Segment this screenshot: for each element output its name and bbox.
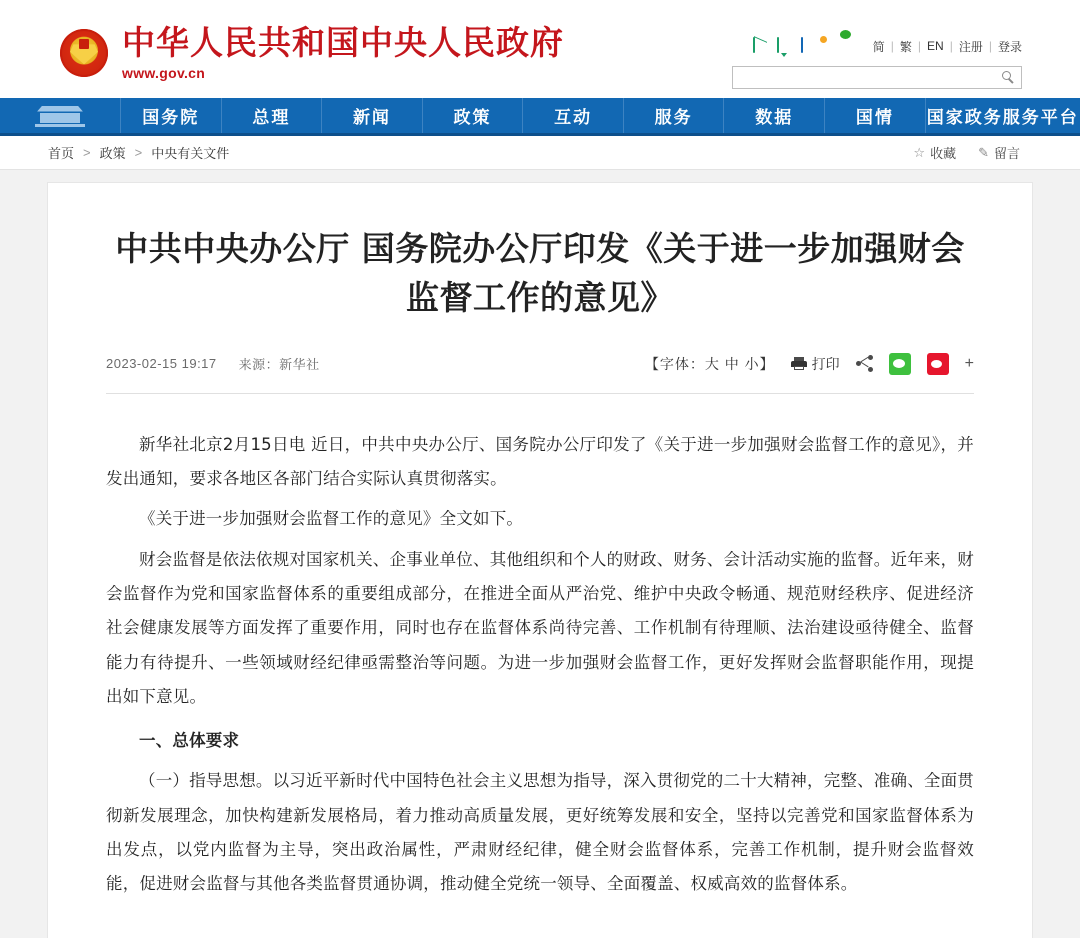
article-meta-left xyxy=(106,354,320,373)
main-navigation xyxy=(0,98,1080,136)
lang-simplified-link[interactable]: 简 xyxy=(872,39,885,54)
search-input[interactable] xyxy=(739,68,999,87)
mail-icon[interactable] xyxy=(753,38,771,54)
source-label: 来源： xyxy=(238,357,280,373)
article-meta-right xyxy=(645,353,974,375)
lang-traditional-link[interactable]: 繁 xyxy=(899,39,912,54)
site-domain: www.gov.cn xyxy=(122,64,206,81)
breadcrumb xyxy=(0,136,1080,170)
favorite-label: 收藏 xyxy=(930,146,957,161)
nav-item-national-conditions[interactable]: 国情 xyxy=(824,98,925,133)
publish-datetime: 2023-02-15 19:17 xyxy=(106,356,217,372)
logo-texts xyxy=(122,23,564,81)
search-box[interactable] xyxy=(732,66,1022,89)
lang-english-link[interactable]: EN xyxy=(927,39,944,53)
nav-item-home[interactable] xyxy=(0,98,120,133)
share-weibo-icon[interactable] xyxy=(927,353,949,375)
breadcrumb-separator: > xyxy=(134,145,143,160)
printer-icon xyxy=(791,357,807,370)
breadcrumb-separator: > xyxy=(83,145,91,160)
font-size-medium[interactable]: 中 xyxy=(724,355,740,372)
nav-item-interaction[interactable]: 互动 xyxy=(522,98,623,133)
login-link[interactable]: 登录 xyxy=(997,39,1022,54)
print-button[interactable] xyxy=(791,354,840,374)
breadcrumb-item-home[interactable]: 首页 xyxy=(48,146,75,161)
register-link[interactable]: 注册 xyxy=(958,39,983,54)
article-card xyxy=(47,182,1033,938)
nav-item-policy[interactable]: 政策 xyxy=(422,98,523,133)
message-button[interactable] xyxy=(978,143,1020,162)
link-separator: | xyxy=(949,39,953,53)
nav-item-service[interactable]: 服务 xyxy=(623,98,724,133)
font-size-label: 【字体： xyxy=(644,355,705,372)
font-size-label-end: 】 xyxy=(759,355,775,372)
nav-item-premier[interactable]: 总理 xyxy=(221,98,322,133)
nav-item-government-service-platform[interactable]: 国家政务服务平台 xyxy=(925,98,1080,133)
header-right xyxy=(732,36,1022,89)
site-logo[interactable] xyxy=(60,23,564,81)
source-wrap xyxy=(239,354,320,373)
section-heading: 一、总体要求 xyxy=(139,731,240,751)
nav-item-data[interactable]: 数据 xyxy=(723,98,824,133)
site-title: 中华人民共和国中央人民政府 xyxy=(122,23,564,62)
paragraph: 财会监督是依法依规对国家机关、企事业单位、其他组织和个人的财政、财务、会计活动实施的监督。近年来，财会监督作为党和国家监督体系的重要组成部分，在推进全面从严治党、维护中央政令畅通、规范财经秩序、促进经济社会健康发展等方面发挥了重要作用，同时也存在监督体系尚待完善、工作机制有待理顺、法治建设亟待健全、监督能力有待提升、一些领域财经纪律亟需整治等问题。为进一步加强财会监督工作，更好发挥财会监督职能作用，现提出如下意见。 xyxy=(106,549,974,706)
link-separator: | xyxy=(917,39,922,53)
page-title: 中共中央办公厅 国务院办公厅印发《关于进一步加强财会监督工作的意见》 xyxy=(115,229,965,317)
page-body xyxy=(0,170,1080,938)
paragraph: 新华社北京2月15日电 近日，中共中央办公厅、国务院办公厅印发了《关于进一步加强财会监督工作的意见》，并发出通知，要求各地区各部门结合实际认真贯彻落实。 xyxy=(106,434,974,488)
weibo-icon[interactable] xyxy=(825,38,843,54)
national-emblem-icon xyxy=(60,29,108,77)
site-header xyxy=(0,0,1080,98)
pencil-icon: ✎ xyxy=(978,144,989,160)
nav-item-guowuyuan[interactable]: 国务院 xyxy=(120,98,221,133)
search-icon[interactable] xyxy=(999,69,1017,87)
wechat-icon[interactable] xyxy=(849,38,867,54)
link-separator: | xyxy=(988,39,992,53)
meta-divider xyxy=(106,393,974,394)
share-more-button[interactable]: + xyxy=(964,354,974,372)
font-size-small[interactable]: 小 xyxy=(744,355,760,372)
breadcrumb-item-central-documents[interactable]: 中央有关文件 xyxy=(151,146,230,161)
paragraph: 《关于进一步加强财会监督工作的意见》全文如下。 xyxy=(139,509,524,529)
font-size-control xyxy=(645,354,775,374)
nav-item-news[interactable]: 新闻 xyxy=(321,98,422,133)
link-separator: | xyxy=(890,39,894,53)
article-body xyxy=(106,428,974,902)
breadcrumb-item-policy[interactable]: 政策 xyxy=(99,146,126,161)
chat-icon[interactable] xyxy=(777,38,795,54)
article-meta xyxy=(106,353,974,393)
share-wechat-icon[interactable] xyxy=(889,353,911,375)
header-utility-links xyxy=(732,36,1022,56)
font-size-large[interactable]: 大 xyxy=(704,355,720,372)
message-label: 留言 xyxy=(993,146,1020,161)
gate-icon xyxy=(34,105,86,127)
paragraph: （一）指导思想。以习近平新时代中国特色社会主义思想为指导，深入贯彻党的二十大精神，完整、准确、全面贯彻新发展理念，加快构建新发展格局，着力推动高质量发展，更好统筹发展和安全，坚持以完善党和国家监督体系为出发点，以党内监督为主导，突出政治属性，严肃财经纪律，健全财会监督体系，完善工作机制，提升财会监督效能，促进财会监督与其他各类监督贯通协调，推动健全党统一领导、全面覆盖、权威高效的监督体系。 xyxy=(106,771,974,894)
share-icon[interactable] xyxy=(856,355,873,372)
breadcrumb-actions xyxy=(913,143,1020,162)
mobile-icon[interactable] xyxy=(801,38,819,54)
favorite-button[interactable] xyxy=(913,143,956,162)
source-value: 新华社 xyxy=(279,357,320,373)
star-icon: ☆ xyxy=(913,144,926,160)
print-label: 打印 xyxy=(811,355,840,372)
